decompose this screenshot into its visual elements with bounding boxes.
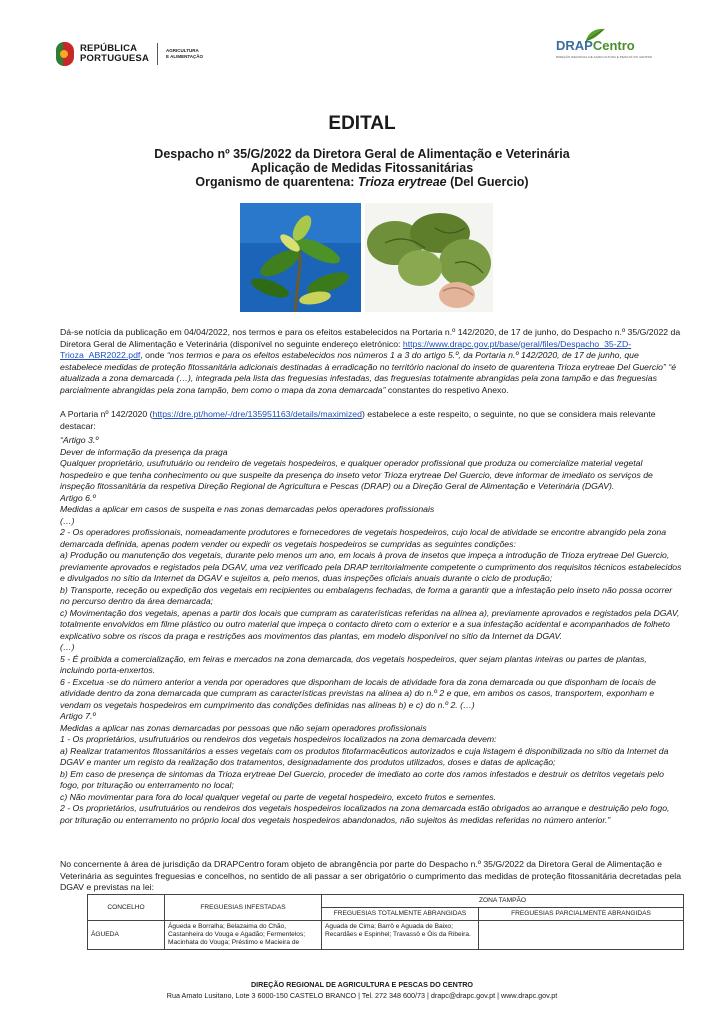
column-header-concelho: CONCELHO [88, 895, 165, 921]
quoted-articles [60, 435, 682, 826]
article-line: Dever de informação da presença da praga [60, 446, 228, 457]
ministry-line1: AGRICULTURA [166, 48, 199, 53]
drap-centro-logo [556, 28, 666, 62]
portaria-paragraph [60, 409, 682, 432]
cell-parcialmente [479, 921, 684, 950]
column-header-parcialmente: FREGUESIAS PARCIALMENTE ABRANGIDAS [479, 908, 684, 921]
intro-quote: “nos termos e para os efeitos estabelecidos nos números 1 a 3 do artigo 5.º, da Portaria n.º 142/2020, de 17 de junho, que estabelece medidas de proteção fitossanitária adicionais destinadas à erradicação no território nacional do inseto de quarentena Trioza erytreae Del Guercio” “é atualizada a zona demarcada (…), integrada pela lista das freguesias infestadas, das freguesias totalmente abrangidas pela zona tampão e das freguesias parcialmente abrangidas pela zona tampão, bem como o mapa da zona demarcada” [60, 350, 677, 395]
table-row [88, 921, 684, 950]
article-line: c) Movimentação dos vegetais, apenas a partir dos locais que cumpram as caraterísticas referidas na alínea a), previamente aprovados e registados pela DGAV, totalmente envolvidos em filme plástico ou outro material que impeça o contacto direto com o exterior e a sua infestação acidental e acompanhados de folheto explicativo sobre os riscos da praga e restrições aos movimentos das plantas, em modelo disponível no sítio da Internet da DGAV. [60, 607, 680, 641]
portaria-link[interactable]: https://dre.pt/home/-/dre/135951163/details/maximized [152, 409, 362, 419]
despacho-heading: Despacho nº 35/G/2022 da Diretora Geral de Alimentação e Veterinária [154, 147, 570, 161]
despacho-link[interactable]: https://www.drapc.gov.pt/base/geral/files/Despacho_35-ZD-Trioza_ABR2022.pdf [60, 338, 632, 360]
portaria-text-b: ) estabelece a este respeito, o seguinte, no que se considera mais relevante destacar: [60, 409, 656, 431]
drap-tagline: DIREÇÃO REGIONAL DE AGRICULTURA E PESCAS DO CENTRO [556, 55, 653, 59]
article-line: 2 - Os proprietários, usufrutuários ou rendeiros dos vegetais hospedeiros localizados na zona demarcada estão obrigados ao arranque e destruição pelo fogo, por trituração ou enterramento no próprio local dos vegetais hospedeiros abandonados, não sujeitos às medidas referidas no número anterior.” [60, 803, 670, 825]
organism-heading [0, 175, 724, 189]
article-line: a) Produção ou manutenção dos vegetais, durante pelo menos um ano, em locais à prova de insetos que impeça a introdução de Trioza erytreae Del Guercio, previamente aprovados e registados pela DGAV, uma vez verificado pela DRAP territorialmente competente o cumprimento dos requisitos técnicos estabelecidos e divulgados no sítio da Internet da DGAV e sujeitos a, pelo menos, duas inspeções oficiais anuais durante o ciclo de produção; [60, 550, 682, 583]
article-line: 6 - Excetua -se do número anterior a venda por operadores que disponham de locais de atividade fora da zona demarcada ou que disponham de locais de atividade dentro da zona demarcada que cumpram as características previstas na alínea a) do n.º 2 e que, em ambos os casos, transportem, exponham e vendam os vegetais hospedeiros em cumprimento das condições definidas nas alíneas b) e c) do n.º 2. (…) [60, 676, 656, 710]
article-line: (…) [60, 515, 75, 526]
infested-leaves-photo [365, 203, 493, 312]
article-line: Artigo 7.º [60, 711, 96, 721]
article-line: Qualquer proprietário, usufrutuário ou rendeiro de vegetais hospedeiros, e qualquer operador profissional que produza ou comercialize material vegetal hospedeiro e que tenha conhecimento ou que suspeite da presença do inseto vetor Trioza erytreae Del Guercio, deve informar de imediato os serviços de inspeção fitossanitária da respetiva Direção Regional de Agricultura e Pescas (DRAP) ou a Direção Geral de Alimentação e Veterinária (DGAV). [60, 458, 653, 491]
article-line: 2 - Os operadores profissionais, nomeadamente produtores e fornecedores de vegetais hospedeiros, cujo local de atividade se encontre abrangido pela zona demarcada definida, apenas podem vender ou expedir os vegetais hospedeiros se cumpridas as seguintes condições: [60, 527, 667, 549]
article-line: Medidas a aplicar nas zonas demarcadas por pessoas que não sejam operadores profissionais [60, 722, 427, 733]
column-group-zona-tampao: ZONA TAMPÃO [322, 895, 684, 908]
logo-divider [157, 43, 158, 65]
footer-organization: DIREÇÃO REGIONAL DE AGRICULTURA E PESCAS DO CENTRO [250, 980, 474, 989]
parishes-table [87, 894, 684, 950]
drap-suffix: Centro [592, 38, 635, 53]
column-header-totalmente: FREGUESIAS TOTALMENTE ABRANGIDAS [322, 908, 479, 921]
article-line: c) Não movimentar para fora do local qualquer vegetal ou parte de vegetal hospedeiro, exceto frutos e sementes. [60, 791, 497, 802]
intro-text-a: Dá-se notícia da publicação em 04/04/2022, nos termos e para os efeitos estabelecidos na Portaria n.º 142/2020, de 17 de junho, do Despacho n.º 35/G/2022 da Diretora Geral de Alimentação e Veterinária (disponível no seguinte endereço eletrónico: [60, 327, 681, 349]
closing-paragraph: No concernente à área de jurisdição da DRAPCentro foram objeto de abrangência por parte do Despacho n.º 35/G/2022 da Diretora Geral de Alimentação e Veterinária as seguintes freguesias e concelhos, no sentido de ali passar a ser obrigatório o cumprimento das medidas de proteção fitossanitária decretadas pela DGAV e previstas na lei: [60, 859, 682, 892]
article-line: Medidas a aplicar em casos de suspeita e nas zonas demarcadas pelos operadores profissionais [60, 504, 435, 514]
article-line: a) Realizar tratamentos fitossanitários a esses vegetais com os produtos fitofarmacêuticos autorizados e cuja listagem é disponibilizada no sítio da Internet da DGAV e manter um registo da realização dos tratamentos, designadamente dos produtos utilizados, doses e datas de aplicação; [60, 745, 669, 767]
ministry-line2: E ALIMENTAÇÃO [166, 54, 204, 59]
intro-text-b: , onde [140, 350, 167, 360]
gov-name-line2: PORTUGUESA [80, 53, 150, 64]
drap-prefix: DRAP [556, 38, 593, 53]
article-line: “Artigo 3.º [60, 435, 99, 445]
article-line: (…) [60, 642, 75, 652]
article-line: Artigo 6.º [60, 492, 96, 503]
column-header-infestadas: FREGUESIAS INFESTADAS [165, 895, 322, 921]
citrus-plant-photo [240, 203, 361, 312]
organism-suffix: (Del Guercio) [446, 175, 529, 189]
measures-heading: Aplicação de Medidas Fitossanitárias [250, 161, 474, 175]
intro-paragraph [60, 327, 682, 396]
gov-name-line1: REPÚBLICA [80, 43, 138, 54]
organism-species: Trioza erytreae [357, 175, 447, 189]
cell-concelho: ÁGUEDA [88, 921, 165, 950]
article-line: 1 - Os proprietários, usufrutuários ou rendeiros dos vegetais hospedeiros localizados na zona demarcada devem: [60, 734, 497, 744]
portuguese-flag-icon [56, 42, 74, 66]
intro-text-c: constantes do respetivo Anexo. [385, 384, 509, 395]
article-line: b) Transporte, receção ou expedição dos vegetais em recipientes ou embalagens fechadas, de forma a garantir que a infestação pelo inseto não possa ocorrer no percurso dentro da área demarcada; [60, 584, 673, 606]
article-line: 5 - É proibida a comercialização, em feiras e mercados na zona demarcada, dos vegetais hospedeiros, quer sejam plantas inteiras ou partes de plantas, incluindo porta-enxertos. [60, 653, 647, 675]
portaria-text-a: A Portaria nº 142/2020 ( [60, 409, 153, 419]
article-line: b) Em caso de presença de sintomas da Trioza erytreae Del Guercio, proceder de imediato ao corte dos ramos infestados e destruir os detritos vegetais pelo fogo, por trituração ou enterramento no local; [60, 768, 664, 790]
organism-prefix: Organismo de quarentena: [195, 175, 358, 189]
document-title: EDITAL [328, 113, 396, 134]
cell-totalmente: Aguada de Cima; Barrô e Aguada de Baixo; Recardães e Espinhel; Travassô e Óis da Ribeira. [322, 921, 479, 950]
footer-contacts: Rua Amato Lusitano, Lote 3 6000-150 CASTELO BRANCO | Tel. 272 348 600/73 | drapc@drapc.gov.pt | www.drapc.gov.pt [166, 991, 558, 1000]
cell-infestadas: Águeda e Borralha; Belazaima do Chão, Castanheira do Vouga e Agadão; Fermentelos; Macinhata do Vouga; Préstimo e Macieira de [165, 921, 322, 950]
republica-portuguesa-logo [56, 42, 203, 66]
